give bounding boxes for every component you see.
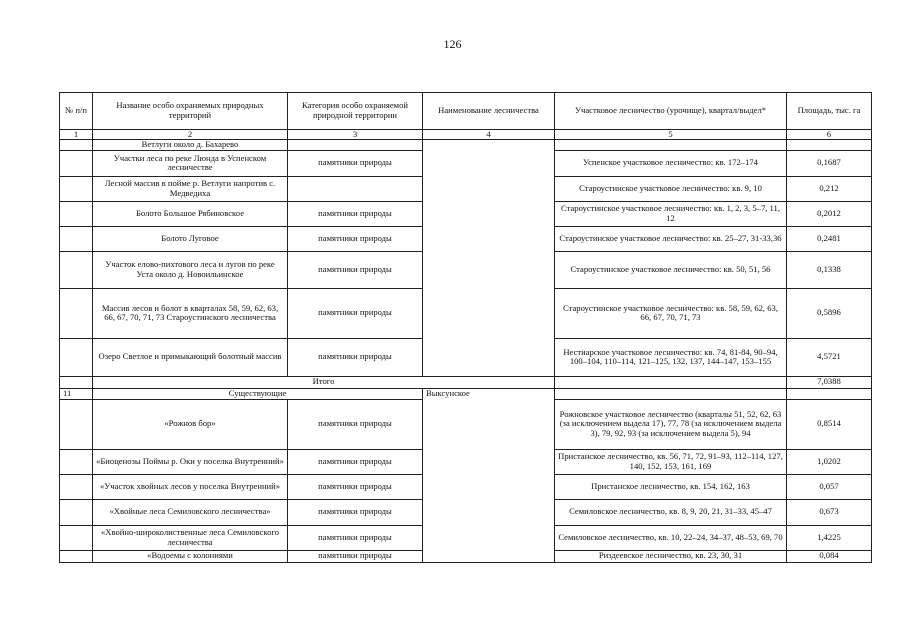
col-number: 5 bbox=[555, 130, 787, 140]
area-size: 0,5896 bbox=[787, 288, 872, 338]
header-location: Участковое лесничество (урочище), квартал/выдел* bbox=[555, 93, 787, 130]
area-location: Пристанское лесничество, кв. 154, 162, 163 bbox=[555, 474, 787, 499]
area-size: 0,1687 bbox=[787, 150, 872, 176]
column-number-row bbox=[60, 130, 872, 140]
area-size: 0,1338 bbox=[787, 251, 872, 288]
header-forestry: Наименование лесничества bbox=[423, 93, 555, 130]
header-area: Площадь, тыс. га bbox=[787, 93, 872, 130]
area-name: Участки леса по реке Люнда в Успенском лесничестве bbox=[93, 150, 288, 176]
area-location: Староустинское участковое лесничество: кв. 58, 59, 62, 63, 66, 67, 70, 71, 73 bbox=[555, 288, 787, 338]
area-name: Болото Луговое bbox=[93, 226, 288, 251]
section-number: 11 bbox=[60, 388, 93, 399]
area-size: 1,0202 bbox=[787, 449, 872, 474]
area-category: памятники природы bbox=[288, 399, 423, 449]
area-category: памятники природы bbox=[288, 499, 423, 525]
area-category: памятники природы bbox=[288, 226, 423, 251]
area-location: Староустинское участковое лесничество: кв. 1, 2, 3, 5–7, 11, 12 bbox=[555, 201, 787, 226]
area-size: 1,4225 bbox=[787, 525, 872, 550]
page-number: 126 bbox=[443, 37, 462, 51]
col-number: 4 bbox=[423, 130, 555, 140]
forestry-name: Выксунское bbox=[423, 388, 555, 562]
forestry-cell bbox=[423, 140, 555, 377]
col-number: 6 bbox=[787, 130, 872, 140]
area-category: памятники природы bbox=[288, 150, 423, 176]
area-name: «Рожнов бор» bbox=[93, 399, 288, 449]
area-category: памятники природы bbox=[288, 474, 423, 499]
area-size: 0,057 bbox=[787, 474, 872, 499]
area-name: Ветлуги около д. Бахарево bbox=[93, 140, 288, 151]
area-category: памятники природы bbox=[288, 338, 423, 376]
col-number: 3 bbox=[288, 130, 423, 140]
area-location: Староустинское участковое лесничество: кв. 9, 10 bbox=[555, 176, 787, 201]
area-size: 0,8514 bbox=[787, 399, 872, 449]
area-name: «Хвойно-широколиственные леса Семиловского лесничества bbox=[93, 525, 288, 550]
area-name: «Биоценозы Поймы р. Оки у поселка Внутренний» bbox=[93, 449, 288, 474]
area-size: 0,084 bbox=[787, 550, 872, 562]
area-name: «Хвойные леса Семиловского лесничества» bbox=[93, 499, 288, 525]
header-number: № п/п bbox=[60, 93, 93, 130]
area-size: 0,212 bbox=[787, 176, 872, 201]
area-location: Староустинское участковое лесничество: кв. 50, 51, 56 bbox=[555, 251, 787, 288]
total-row bbox=[60, 376, 872, 388]
area-category: памятники природы bbox=[288, 251, 423, 288]
area-name: Лесной массив в пойме р. Ветлуги напротив с. Медведиха bbox=[93, 176, 288, 201]
area-location: Семиловское лесничество, кв. 10, 22–24, 34–37, 48–53, 69, 70 bbox=[555, 525, 787, 550]
col-number: 2 bbox=[93, 130, 288, 140]
area-location: Успенское участковое лесничество: кв. 172–174 bbox=[555, 150, 787, 176]
area-location: Семиловское лесничество, кв. 8, 9, 20, 21, 31–33, 45–47 bbox=[555, 499, 787, 525]
area-location: Рожновское участковое лесничество (кварталы 51, 52, 62, 63 (за исключением выдела 17), 77, 78 (за исключением выдела 3), 79, 92, 93 (за исключением выдела 5), 94 bbox=[555, 399, 787, 449]
area-category: памятники природы bbox=[288, 449, 423, 474]
area-category: памятники природы bbox=[288, 525, 423, 550]
section-label: Существующие bbox=[93, 388, 423, 399]
area-name: Массив лесов и болот в кварталах 58, 59, 62, 63, 66, 67, 70, 71, 73 Староустинского лесничества bbox=[93, 288, 288, 338]
area-name: «Водоемы с колониями bbox=[93, 550, 288, 562]
area-name: Озеро Светлое и примыкающий болотный массив bbox=[93, 338, 288, 376]
area-name: Участок елово-пихтового леса и лугов по реке Уста около д. Новоильинское bbox=[93, 251, 288, 288]
area-size: 0,2012 bbox=[787, 201, 872, 226]
area-location: Пристанское лесничество, кв. 56, 71, 72, 91–93, 112–114, 127, 140, 152, 153, 161, 169 bbox=[555, 449, 787, 474]
area-size: 4,5721 bbox=[787, 338, 872, 376]
area-category: памятники природы bbox=[288, 288, 423, 338]
total-value: 7,0388 bbox=[787, 376, 872, 388]
area-name: «Участок хвойных лесов у поселка Внутренний» bbox=[93, 474, 288, 499]
area-size: 0,2481 bbox=[787, 226, 872, 251]
area-name: Болото Большое Рябиновское bbox=[93, 201, 288, 226]
protected-areas-table bbox=[59, 92, 872, 563]
area-location: Староустинское участковое лесничество: кв. 25–27, 31-33,36 bbox=[555, 226, 787, 251]
area-category: памятники природы bbox=[288, 201, 423, 226]
col-number: 1 bbox=[60, 130, 93, 140]
table-row bbox=[60, 140, 872, 151]
header-category: Категория особо охраняемой природной территории bbox=[288, 93, 423, 130]
total-label: Итого bbox=[93, 376, 555, 388]
area-location: Риздеевское лесничество, кв. 23, 30, 31 bbox=[555, 550, 787, 562]
area-size: 0,673 bbox=[787, 499, 872, 525]
area-location: Нестиарское участковое лесничество: кв. 74, 81-84, 90–94, 100–104, 110–114, 121–125, 132, 137, 144–147, 153–155 bbox=[555, 338, 787, 376]
header-name: Название особо охраняемых природных территорий bbox=[93, 93, 288, 130]
section-row bbox=[60, 388, 872, 399]
table-header-row bbox=[60, 93, 872, 130]
area-category: памятники природы bbox=[288, 550, 423, 562]
